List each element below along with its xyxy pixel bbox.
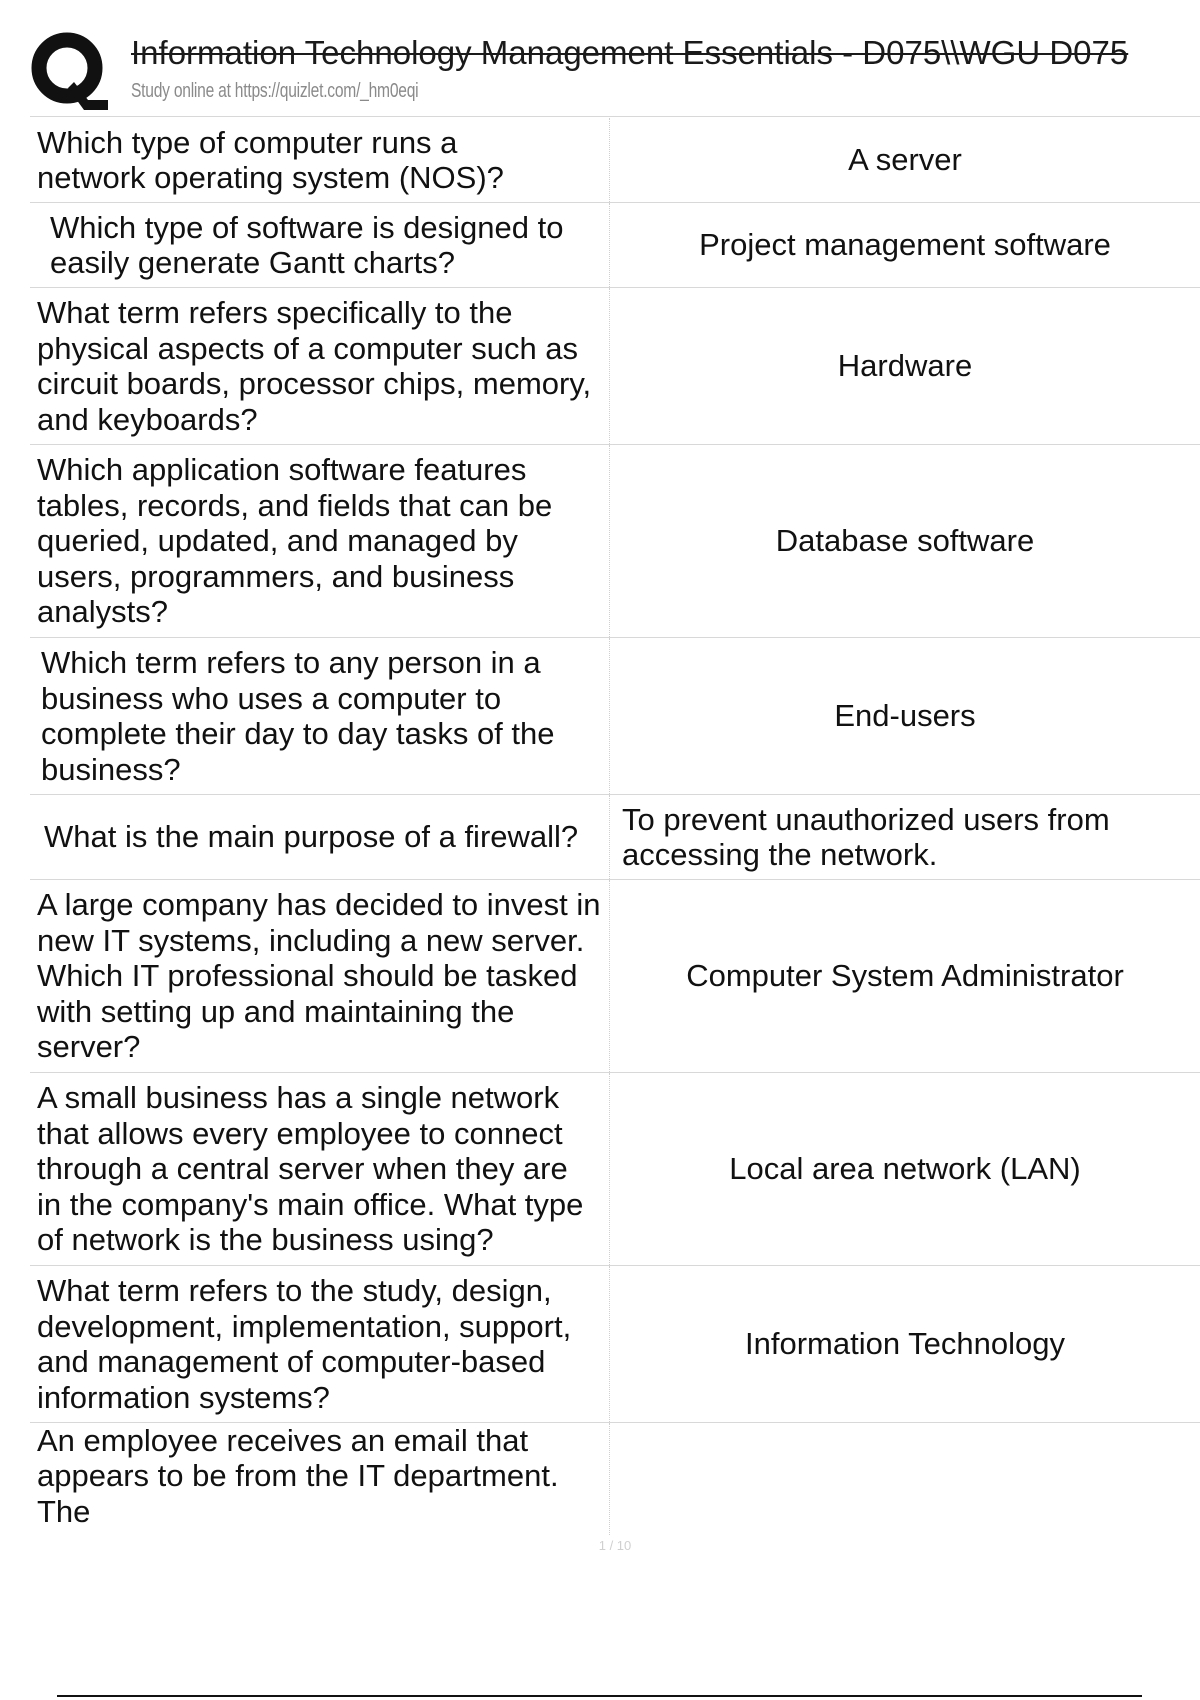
term-text: What term refers specifically to the physical aspects of a computer such as circuit boards, processor chips, memory, and keyboards? [37, 295, 592, 437]
card-term [30, 638, 610, 794]
flashcard-row [30, 880, 1200, 1073]
card-term [30, 288, 610, 444]
flashcard-row [30, 795, 1200, 880]
flashcard-row [30, 638, 1200, 795]
study-online-link[interactable]: Study online at https://quizlet.com/_hm0eqi [131, 80, 419, 102]
card-definition: Hardware [837, 348, 973, 384]
card-term [30, 203, 610, 287]
term-text: An employee receives an email that appears to be from the IT department. The [37, 1422, 559, 1529]
header-divider [30, 116, 1200, 117]
card-definition: Local area network (LAN) [729, 1151, 1081, 1187]
definition-text: To prevent unauthorized users from accessing the network. [622, 801, 1110, 872]
quizlet-logo-icon [30, 30, 112, 112]
card-definition: Computer System Administrator [686, 958, 1124, 994]
card-definition: End-users [834, 698, 976, 734]
card-term [30, 445, 610, 637]
flashcard-row [30, 1073, 1200, 1266]
term-text: Which type of computer runs a network operating system (NOS)? [37, 124, 504, 195]
page-header [0, 0, 1200, 116]
card-term [30, 1073, 610, 1265]
card-term [30, 880, 610, 1072]
flashcard-row [30, 118, 1200, 203]
flashcard-row [30, 203, 1200, 288]
term-text: A small business has a single network that allows every employee to connect through a central server when they are in the company's main office. What type of network is the business using? [37, 1080, 584, 1258]
card-term [30, 1266, 610, 1422]
flashcard-row [30, 445, 1200, 638]
card-term [30, 118, 610, 202]
card-definition: A server [848, 142, 962, 178]
flashcard-row-partial [30, 1423, 1200, 1535]
term-text: Which application software features tables, records, and fields that can be queried, updated, and managed by users, programmers, and business analysts? [37, 452, 553, 630]
card-term [30, 1423, 610, 1535]
card-term [30, 795, 610, 879]
term-text: A large company has decided to invest in new IT systems, including a new server. Which IT professional should be tasked with setting up and maintaining the server? [37, 887, 601, 1065]
card-definition [610, 795, 1200, 879]
term-text: What term refers to the study, design, development, implementation, support, and management of computer-based information systems? [37, 1273, 572, 1415]
page-number: 1 / 10 [598, 1538, 632, 1553]
term-text: Which term refers to any person in a business who uses a computer to complete their day to day tasks of the business? [41, 645, 555, 787]
document-title: Information Technology Management Essentials - D075\\WGU D075 [131, 34, 1129, 71]
card-definition: Database software [775, 523, 1035, 559]
card-definition [610, 1423, 1200, 1535]
flashcard-row [30, 288, 1200, 445]
term-text: What is the main purpose of a firewall? [44, 819, 579, 855]
footer-divider [57, 1695, 1142, 1697]
card-definition: Project management software [699, 227, 1111, 263]
flashcard-row [30, 1266, 1200, 1423]
term-text: Which type of software is designed to easily generate Gantt charts? [50, 209, 564, 280]
flashcard-table [30, 118, 1200, 1535]
card-definition: Information Technology [745, 1326, 1065, 1362]
